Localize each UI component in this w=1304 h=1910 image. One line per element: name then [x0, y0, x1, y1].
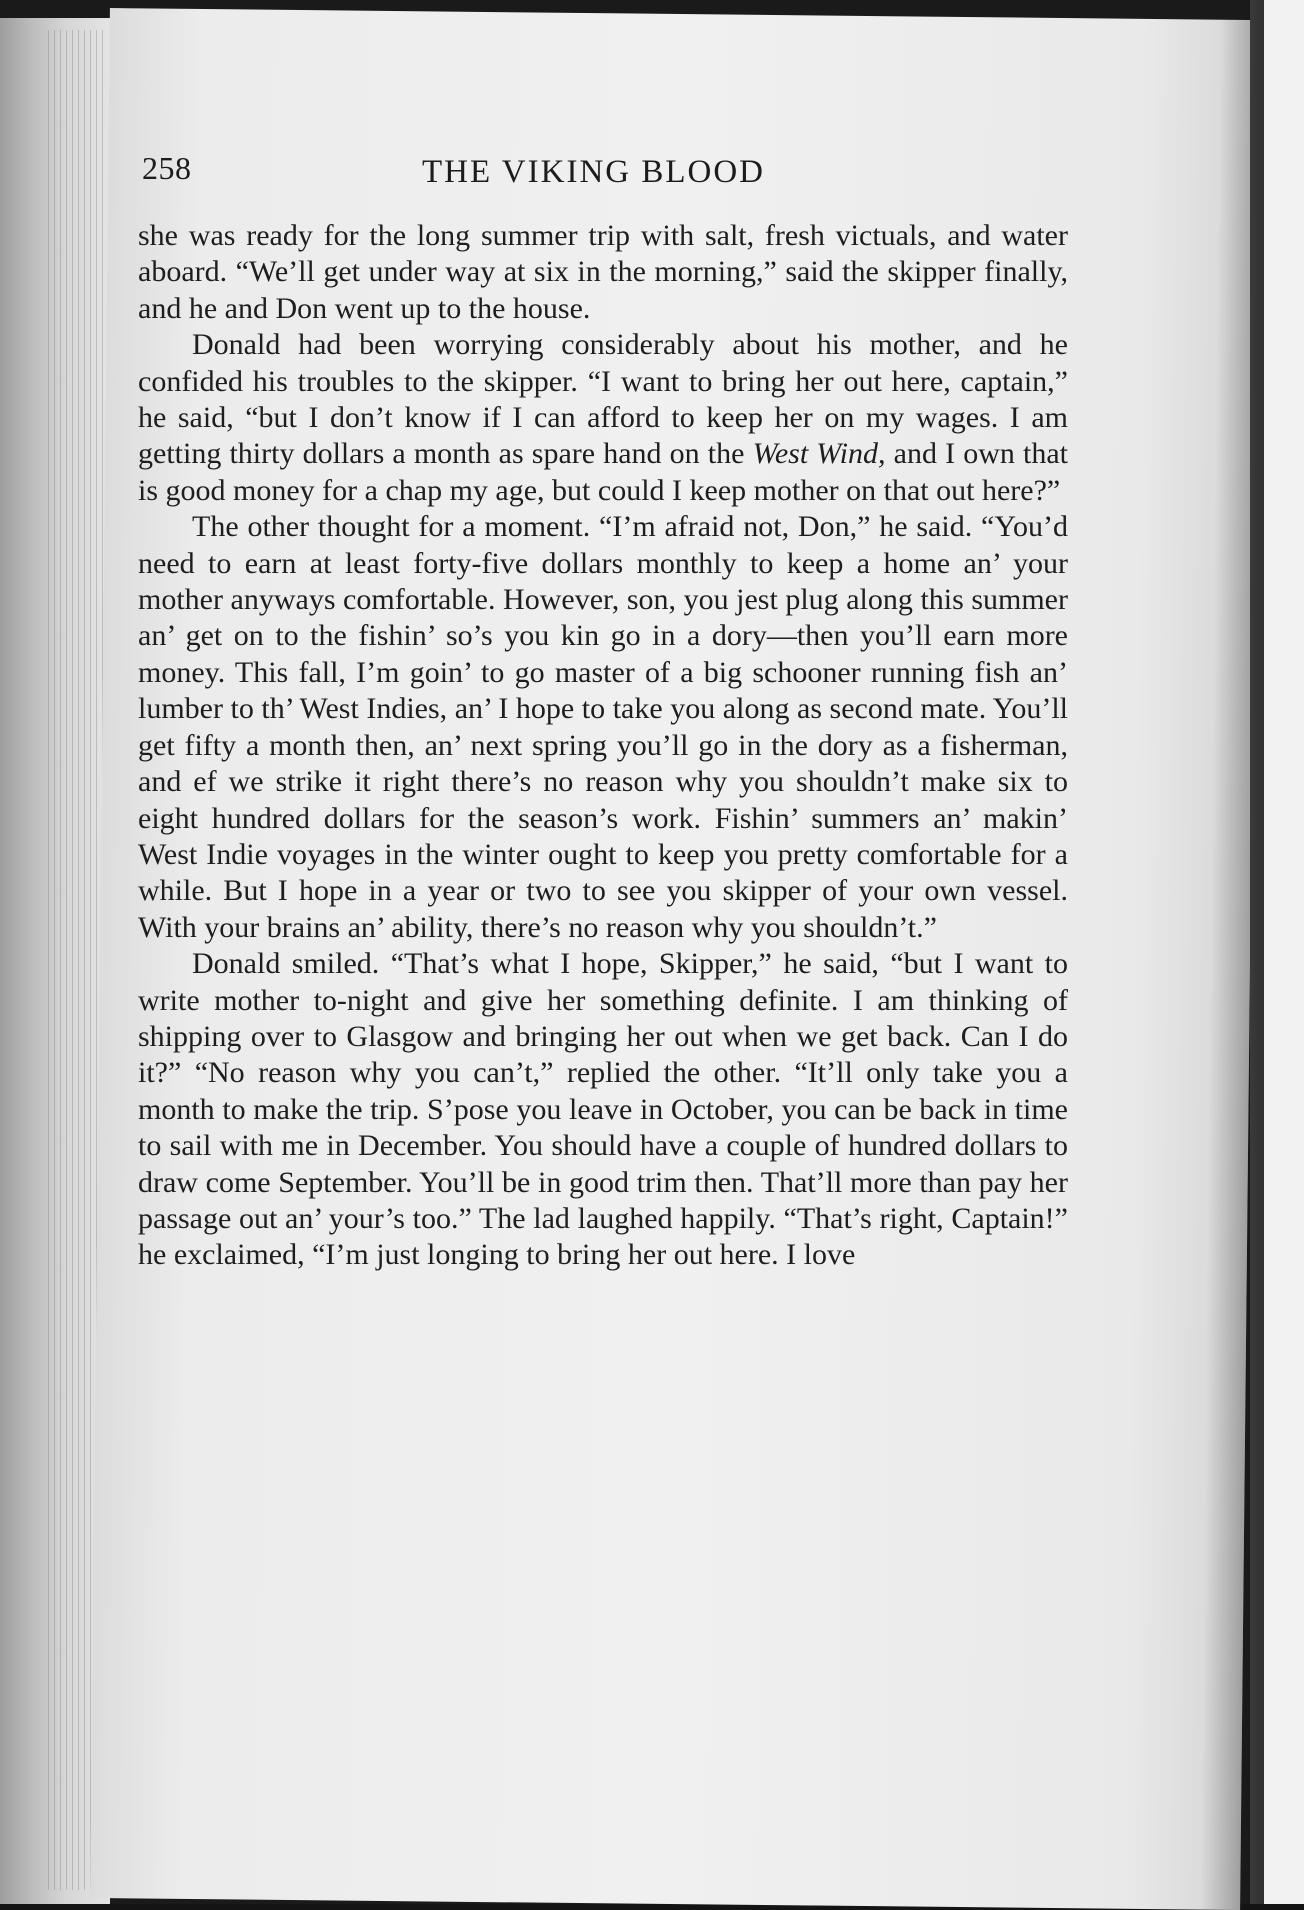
paragraph-text: Donald had been worrying considerably about his mother, and he confided his troubles to the skipper. “I want to bring her out here, captain,” he said, “but I don’t know if I can afford to keep her on my wages. I am getting thirty dollars a month as spare hand on the [138, 328, 1068, 471]
paragraph [138, 509, 1068, 946]
page-header [142, 150, 1042, 200]
paragraph [138, 327, 1068, 509]
running-head: THE VIKING BLOOD [422, 154, 766, 190]
paragraph-text: and I own that is good money for a chap my age, but could I keep mother on that out here?” [138, 437, 1068, 507]
paragraph [138, 946, 1068, 1274]
page-number: 258 [142, 150, 192, 186]
facing-page-edge [1264, 0, 1304, 1904]
body-text [138, 218, 1068, 1274]
paragraph-text: Donald smiled. “That’s what I hope, Skipper,” he said, “but I want to write mother to-night and give her something definite. I am thinking of shipping over to Glasgow and bringing her out when we get back. Can I do it?” “No reason why you can’t,” replied the other. “It’ll only take you a month to make the trip. S’pose you leave in October, you can be back in time to sail with me in December. You should have a couple of hundred dollars to draw come September. You’ll be in good trim then. That’ll more than pay her passage out an’ your’s too.” The lad laughed happily. “That’s right, Captain!” he exclaimed, “I’m just longing to bring her out here. I love [138, 947, 1068, 1272]
paragraph-text: The other thought for a moment. “I’m afraid not, Don,” he said. “You’d need to earn at least forty-five dollars monthly to keep a home an’ your mother anyways comfortable. However, son, you jest plug along this summer an’ get on to the fishin’ so’s you kin go in a dory—then you’ll earn more money. This fall, I’m goin’ to go master of a big schooner running fish an’ lumber to th’ West Indies, an’ I hope to take you along as second mate. You’ll get fifty a month then, an’ next spring you’ll go in the dory as a fisherman, and ef we strike it right there’s no reason why you shouldn’t make six to eight hundred dollars for the season’s work. Fishin’ summers an’ makin’ West Indie voyages in the winter ought to keep you pretty comfortable for a while. But I hope in a year or two to see you skipper of your own vessel. With your brains an’ ability, there’s no reason why you shouldn’t.” [138, 510, 1068, 944]
paragraph-text: she was ready for the long summer trip with salt, fresh victuals, and water aboard. “We’ll get under way at six in the morning,” said the skipper finally, and he and Don went up to the house. [138, 219, 1068, 325]
ship-name: West Wind, [752, 437, 886, 471]
paragraph [138, 218, 1068, 327]
